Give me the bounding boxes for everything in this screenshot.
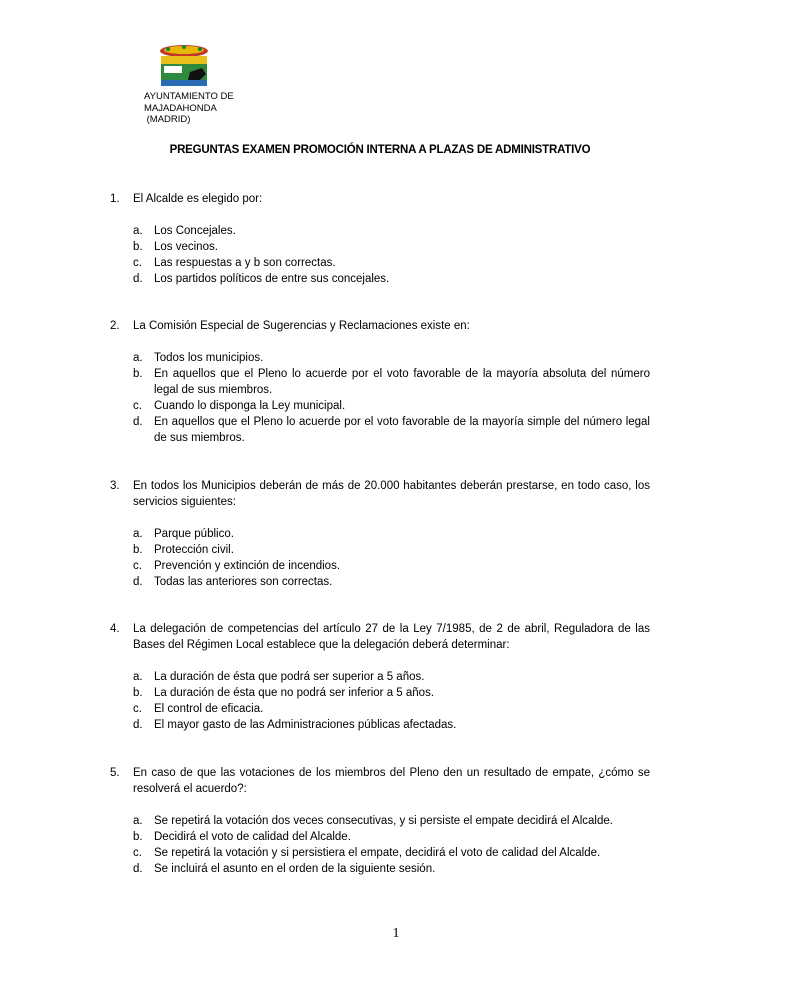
answer-option xyxy=(110,845,650,861)
option-text: Los vecinos. xyxy=(154,241,218,253)
option-letter: c. xyxy=(133,400,142,412)
option-text: Todas las anteriores son correctas. xyxy=(154,576,333,588)
option-letter: c. xyxy=(133,560,142,572)
answer-option xyxy=(110,829,650,845)
answer-option xyxy=(110,271,650,287)
answer-option xyxy=(110,239,650,255)
option-text: Se repetirá la votación dos veces consecutivas, y si persiste el empate decidirá el Alcalde. xyxy=(154,815,613,827)
answer-option xyxy=(110,398,650,414)
option-text: En aquellos que el Pleno lo acuerde por el voto favorable de la mayoría simple del número legal de sus miembros. xyxy=(154,416,650,444)
answer-option xyxy=(110,717,650,733)
answer-option xyxy=(110,669,650,685)
option-text: Cuando lo disponga la Ley municipal. xyxy=(154,400,346,412)
option-letter: b. xyxy=(133,241,143,253)
question-5 xyxy=(110,765,650,877)
answer-options xyxy=(110,223,650,287)
answer-options xyxy=(110,669,650,733)
document-title: PREGUNTAS EXAMEN PROMOCIÓN INTERNA A PLAZAS DE ADMINISTRATIVO xyxy=(169,144,591,156)
option-text: Parque público. xyxy=(154,528,234,540)
question-text: El Alcalde es elegido por: xyxy=(133,193,263,205)
option-letter: a. xyxy=(133,225,143,237)
answer-option xyxy=(110,542,650,558)
option-letter: b. xyxy=(133,687,143,699)
option-letter: a. xyxy=(133,671,143,683)
option-text: La duración de ésta que podrá ser superior a 5 años. xyxy=(154,671,425,683)
option-text: El mayor gasto de las Administraciones públicas afectadas. xyxy=(154,719,457,731)
option-letter: b. xyxy=(133,368,143,380)
question-number: 1. xyxy=(110,193,120,205)
question-text: La Comisión Especial de Sugerencias y Reclamaciones existe en: xyxy=(133,320,470,332)
answer-option xyxy=(110,366,650,398)
question-1 xyxy=(110,191,650,287)
option-letter: b. xyxy=(133,544,143,556)
answer-options xyxy=(110,813,650,877)
answer-option xyxy=(110,558,650,574)
question-3 xyxy=(110,478,650,590)
question-text: En caso de que las votaciones de los miembros del Pleno den un resultado de empate, ¿cómo se resolverá el acuerdo?: xyxy=(133,767,650,795)
answer-option xyxy=(110,861,650,877)
option-text: Se incluirá el asunto en el orden de la siguiente sesión. xyxy=(154,863,436,875)
answer-option xyxy=(110,574,650,590)
option-letter: a. xyxy=(133,528,143,540)
answer-options xyxy=(110,350,650,446)
option-letter: c. xyxy=(133,847,142,859)
answer-options xyxy=(110,526,650,590)
option-text: Se repetirá la votación y si persistiera el empate, decidirá el voto de calidad del Alcalde. xyxy=(154,847,601,859)
option-letter: d. xyxy=(133,416,143,428)
question-number: 4. xyxy=(110,623,120,635)
option-text: Las respuestas a y b son correctas. xyxy=(154,257,336,269)
org-name-line2: MAJADAHONDA xyxy=(144,102,217,114)
option-letter: c. xyxy=(133,703,142,715)
municipal-crest-icon xyxy=(154,42,214,90)
option-letter: a. xyxy=(133,815,143,827)
option-letter: d. xyxy=(133,576,143,588)
answer-option xyxy=(110,685,650,701)
question-number: 5. xyxy=(110,767,120,779)
option-text: El control de eficacia. xyxy=(154,703,264,715)
answer-option xyxy=(110,350,650,366)
option-letter: d. xyxy=(133,863,143,875)
question-text: La delegación de competencias del artículo 27 de la Ley 7/1985, de 2 de abril, Reguladora de las Bases del Régimen Local establece que la delegación deberá determinar: xyxy=(133,623,650,651)
question-text: En todos los Municipios deberán de más de 20.000 habitantes deberán prestarse, en todo caso, los servicios siguientes: xyxy=(133,480,650,508)
answer-option xyxy=(110,813,650,829)
answer-option xyxy=(110,414,650,446)
question-number: 2. xyxy=(110,320,120,332)
question-number: 3. xyxy=(110,480,120,492)
option-text: En aquellos que el Pleno lo acuerde por el voto favorable de la mayoría absoluta del número legal de sus miembros. xyxy=(154,368,650,396)
option-text: Todos los municipios. xyxy=(154,352,264,364)
answer-option xyxy=(110,701,650,717)
option-text: Los Concejales. xyxy=(154,225,236,237)
org-name-line1: AYUNTAMIENTO DE xyxy=(144,91,234,102)
option-letter: b. xyxy=(133,831,143,843)
option-text: Decidirá el voto de calidad del Alcalde. xyxy=(154,831,351,843)
answer-option xyxy=(110,255,650,271)
option-text: Prevención y extinción de incendios. xyxy=(154,560,341,572)
option-letter: c. xyxy=(133,257,142,269)
answer-option xyxy=(110,223,650,239)
question-2 xyxy=(110,318,650,446)
option-text: Protección civil. xyxy=(154,544,234,556)
organization-header xyxy=(144,91,234,126)
option-letter: d. xyxy=(133,273,143,285)
option-text: La duración de ésta que no podrá ser inferior a 5 años. xyxy=(154,687,435,699)
option-letter: d. xyxy=(133,719,143,731)
answer-option xyxy=(110,526,650,542)
option-letter: a. xyxy=(133,352,143,364)
option-text: Los partidos políticos de entre sus concejales. xyxy=(154,273,390,285)
org-name-line3: (MADRID) xyxy=(144,114,191,125)
page-number: 1 xyxy=(392,926,400,941)
question-4 xyxy=(110,621,650,733)
